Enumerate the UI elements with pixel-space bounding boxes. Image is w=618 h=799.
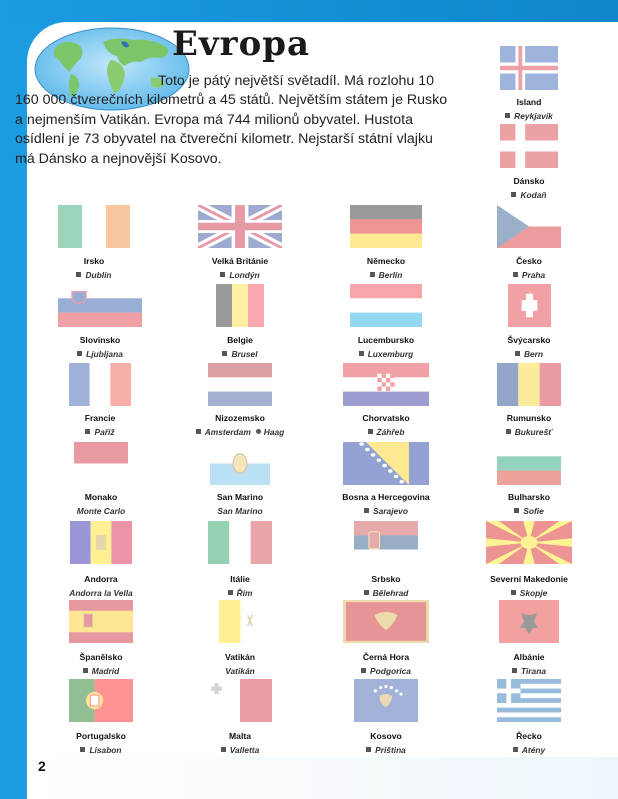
capital-marker-icon — [513, 272, 518, 277]
capital-lucembursko — [316, 349, 456, 359]
flag-nemecko — [350, 205, 422, 248]
capital-label: Vatikán — [225, 666, 255, 676]
capital-label: Dublin — [85, 270, 112, 280]
capital-label: Sarajevo — [373, 506, 408, 516]
country-name-portugalsko: Portugalsko — [76, 731, 126, 741]
country-name-italie: Itálie — [230, 574, 250, 584]
capital-marker-icon — [515, 351, 520, 356]
country-name-cernahora: Černá Hora — [362, 652, 410, 662]
capital-label: Monte Carlo — [76, 506, 126, 516]
capital-marker-icon — [364, 508, 369, 513]
capital-makedonie — [459, 588, 599, 598]
country-name-kosovo: Kosovo — [370, 731, 402, 741]
capital-label: Podgorica — [370, 666, 411, 676]
capital-label: Záhřeb — [376, 427, 405, 437]
flag-chorvatsko — [343, 363, 429, 406]
capital-label: Brusel — [231, 349, 258, 359]
capital-label: Berlín — [378, 270, 403, 280]
flag-srbsko — [354, 521, 418, 564]
capital-island — [459, 111, 599, 121]
country-name-makedonie: Severní Makedonie — [490, 574, 568, 584]
capital-bulharsko — [459, 506, 599, 516]
country-name-svycarsko: Švýcarsko — [507, 335, 551, 345]
flag-monako — [74, 442, 128, 485]
flag-sanmarino — [210, 442, 270, 485]
capital-nizozemsko — [170, 427, 310, 437]
country-name-rumunsko: Rumunsko — [506, 413, 552, 423]
capital-marker-icon — [366, 747, 371, 752]
capital-belgie — [170, 349, 310, 359]
flag-belgie — [216, 284, 264, 327]
flag-irsko — [58, 205, 130, 248]
capital-marker-icon — [83, 668, 88, 673]
capital-label: Andorra la Vella — [69, 588, 133, 598]
country-name-spanelsko: Španělsko — [79, 652, 123, 662]
capital-label: Atény — [521, 745, 546, 755]
capital-cesko — [459, 270, 599, 280]
capital-label: San Marino — [217, 506, 263, 516]
country-name-francie: Francie — [84, 413, 116, 423]
capital-srbsko — [316, 588, 456, 598]
capital-marker-icon — [220, 272, 225, 277]
flag-makedonie — [486, 521, 572, 564]
country-name-dansko: Dánsko — [513, 176, 545, 186]
capital-marker-icon — [505, 113, 510, 118]
capital-label: Kodaň — [520, 190, 547, 200]
country-name-recko: Řecko — [516, 731, 542, 741]
capital-marker-icon — [228, 590, 233, 595]
top-blue-band — [0, 0, 618, 22]
country-name-nemecko: Německo — [366, 256, 406, 266]
capital-label: Madrid — [91, 666, 120, 676]
flag-cernahora — [343, 600, 429, 643]
capital-italie — [170, 588, 310, 598]
capital-marker-icon — [256, 429, 261, 434]
flag-svycarsko — [508, 284, 551, 327]
country-name-albanie: Albánie — [513, 652, 545, 662]
capital-label: Bělehrad — [372, 588, 409, 598]
capital-marker-icon — [506, 429, 511, 434]
flag-bulharsko — [497, 442, 561, 485]
capital-svycarsko — [459, 349, 599, 359]
flag-island — [500, 46, 558, 90]
country-name-nizozemsko: Nizozemsko — [215, 413, 265, 423]
capital-uk — [170, 270, 310, 280]
capital-label: Bern — [523, 349, 544, 359]
capital-marker-icon — [514, 508, 519, 513]
capital-monako — [31, 506, 171, 516]
country-name-belgie: Belgie — [227, 335, 253, 345]
flag-dansko — [500, 124, 558, 168]
country-name-srbsko: Srbsko — [371, 574, 401, 584]
country-name-uk: Velká Británie — [211, 256, 269, 266]
capital-label: Paříž — [94, 427, 115, 437]
country-name-slovinsko: Slovinsko — [79, 335, 121, 345]
page-number: 2 — [38, 758, 46, 774]
capital-marker-icon — [222, 351, 227, 356]
capital-cernahora — [316, 666, 456, 676]
capital-label: Skopje — [519, 588, 548, 598]
country-name-monako: Monako — [84, 492, 118, 502]
capital-sanmarino — [170, 506, 310, 516]
flag-vatikan — [219, 600, 262, 643]
capital-chorvatsko — [316, 427, 456, 437]
capital-marker-icon — [513, 747, 518, 752]
capital-andorra — [31, 588, 171, 598]
capital-marker-icon — [77, 351, 82, 356]
capital-slovinsko — [30, 349, 170, 359]
capital-irsko — [24, 270, 164, 280]
country-name-cesko: Česko — [516, 256, 542, 266]
flag-spanelsko — [69, 600, 133, 643]
page-title: Evropa — [172, 24, 311, 64]
flag-malta — [208, 679, 272, 722]
capital-vatikan — [170, 666, 310, 676]
capital-label: Amsterdam — [204, 427, 251, 437]
country-name-sanmarino: San Marino — [216, 492, 264, 502]
capital-marker-icon — [368, 429, 373, 434]
country-name-malta: Malta — [229, 731, 251, 741]
capital-francie — [30, 427, 170, 437]
capital-recko — [459, 745, 599, 755]
capital-label: Priština — [375, 745, 406, 755]
capital-label: Luxemburg — [367, 349, 414, 359]
flag-portugalsko — [69, 679, 133, 722]
capital-marker-icon — [511, 590, 516, 595]
capital-bosna — [316, 506, 456, 516]
capital-label: Praha — [521, 270, 546, 280]
capital-marker-icon — [359, 351, 364, 356]
country-name-vatikan: Vatikán — [224, 652, 256, 662]
capital-marker-icon — [80, 747, 85, 752]
capital-albanie — [459, 666, 599, 676]
country-name-irsko: Irsko — [83, 256, 105, 266]
capital-label: Řím — [236, 588, 253, 598]
capital-marker-icon — [76, 272, 81, 277]
capital-label: Ljubljana — [86, 349, 123, 359]
capital-dansko — [459, 190, 599, 200]
intro-paragraph: Toto je pátý největší světadíl. Má rozlohu 10 160 000 čtverečních kilometrů a 45 států. Největším státem je Rusko a nejmenším Vatikán. Evropa má 744 milionů obyvatel. Hustota osídlení je 73 obyvatel na čtvereční kilometr. Nejstarší státní vlajku má Dánsko a nejnovější Kosovo. — [15, 73, 448, 167]
flag-italie — [208, 521, 272, 564]
capital-label: Sofie — [523, 506, 544, 516]
flag-slovinsko — [58, 284, 142, 327]
capital-label: Bukurešť — [514, 427, 553, 437]
flag-rumunsko — [497, 363, 561, 406]
capital-marker-icon — [361, 668, 366, 673]
capital-label: Valletta — [229, 745, 260, 755]
flag-andorra — [70, 521, 132, 564]
capital-marker-icon — [364, 590, 369, 595]
capital-label: Londýn — [229, 270, 260, 280]
capital-marker-icon — [370, 272, 375, 277]
capital-marker-icon — [85, 429, 90, 434]
capital-nemecko — [316, 270, 456, 280]
capital-portugalsko — [31, 745, 171, 755]
country-name-island: Island — [516, 97, 542, 107]
capital-marker-icon — [511, 192, 516, 197]
country-name-bulharsko: Bulharsko — [507, 492, 551, 502]
flag-nizozemsko — [208, 363, 272, 406]
flag-uk — [198, 205, 282, 248]
country-name-bosna: Bosna a Hercegovina — [342, 492, 430, 502]
flag-cesko — [497, 205, 561, 248]
flag-albanie — [499, 600, 559, 643]
flag-lucembursko — [350, 284, 422, 327]
country-name-andorra: Andorra — [84, 574, 118, 584]
capital-malta — [170, 745, 310, 755]
flag-francie — [69, 363, 131, 406]
capital-spanelsko — [31, 666, 171, 676]
capital-label-2: Haag — [263, 427, 285, 437]
capital-label: Lisabon — [89, 745, 122, 755]
flag-bosna — [343, 442, 429, 485]
capital-rumunsko — [459, 427, 599, 437]
capital-label: Reykjavík — [514, 111, 553, 121]
bottom-band — [27, 757, 618, 799]
country-name-lucembursko: Lucembursko — [357, 335, 415, 345]
flag-recko — [497, 679, 561, 722]
capital-marker-icon — [221, 747, 226, 752]
capital-marker-icon — [512, 668, 517, 673]
capital-marker-icon — [196, 429, 201, 434]
country-name-chorvatsko: Chorvatsko — [362, 413, 410, 423]
capital-kosovo — [316, 745, 456, 755]
capital-label: Tirana — [521, 666, 546, 676]
flag-kosovo — [354, 679, 418, 722]
